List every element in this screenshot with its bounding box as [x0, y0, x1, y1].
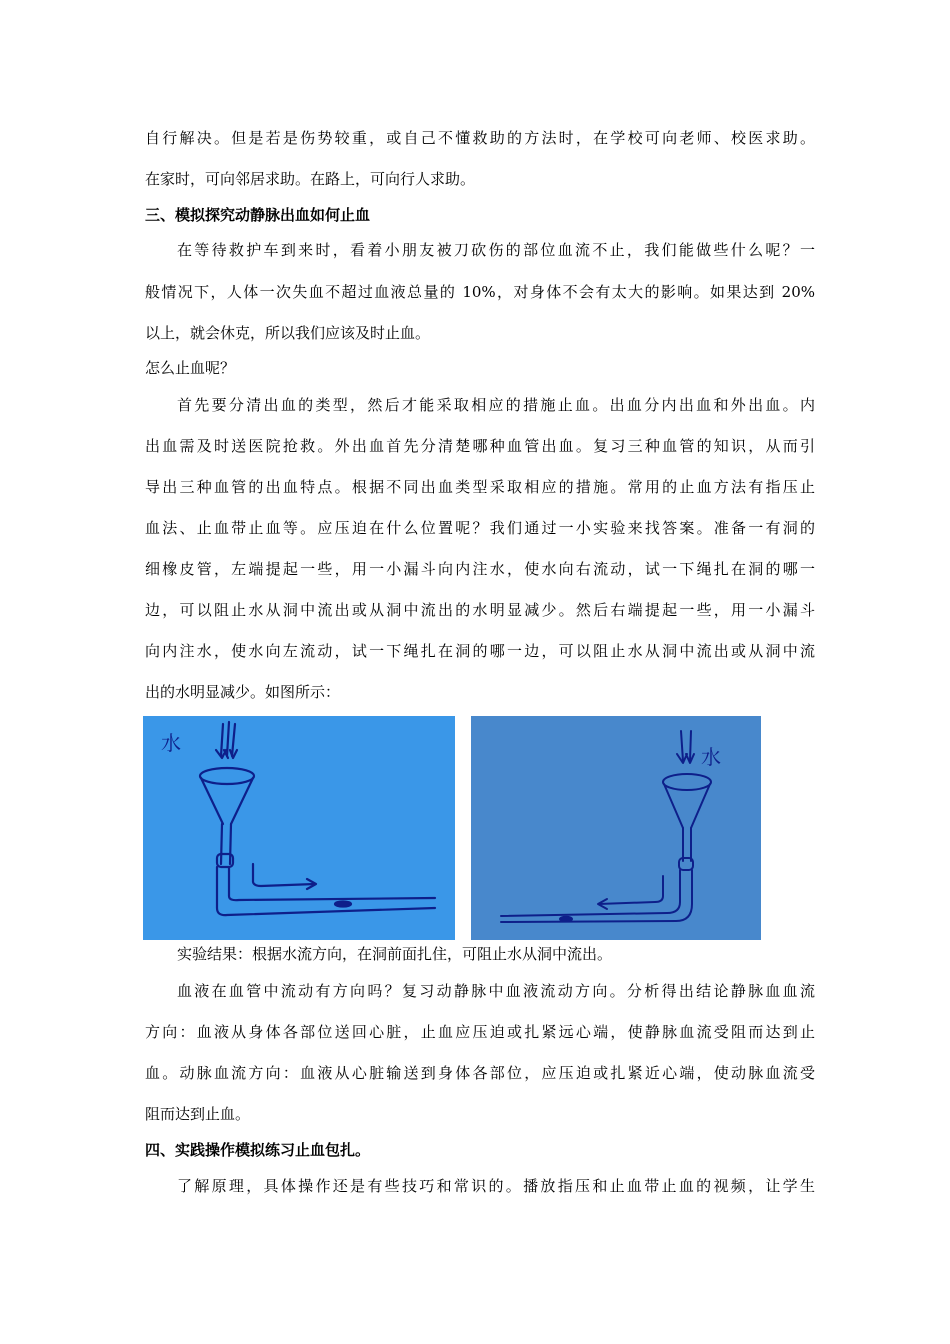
paragraph-line: 导出三种血管的出血特点。根据不同出血类型采取相应的措施。常用的止血方法有指压止 [145, 478, 815, 496]
paragraph-line: 怎么止血呢？ [145, 359, 236, 377]
funnel-diagram-left [143, 716, 455, 940]
paragraph-line: 边，可以阻止水从洞中流出或从洞中流出的水明显减少。然后右端提起一些，用一小漏斗 [145, 601, 815, 619]
paragraph-line: 出的水明显减少。如图所示： [145, 683, 341, 701]
paragraph-line: 在家时，可向邻居求助。在路上，可向行人求助。 [145, 170, 476, 188]
paragraph-line: 阻而达到止血。 [145, 1105, 251, 1123]
water-label: 水 [161, 731, 181, 755]
tube-hole [335, 902, 351, 907]
paragraph-line: 了解原理，具体操作还是有些技巧和常识的。播放指压和止血带止血的视频，让学生 [177, 1177, 815, 1195]
experiment-result: 实验结果：根据水流方向，在洞前面扎住，可阻止水从洞中流出。 [177, 945, 613, 963]
paragraph-line: 血。动脉血流方向：血液从心脏输送到身体各部位，应压迫或扎紧近心端，使动脉血流受 [145, 1064, 815, 1082]
water-label: 水 [701, 745, 721, 769]
section-heading: 四、实践操作模拟练习止血包扎。 [145, 1141, 371, 1159]
figure-background [143, 716, 455, 940]
paragraph-line: 血法、止血带止血等。应压迫在什么位置呢？我们通过一小实验来找答案。准备一有洞的 [145, 519, 815, 537]
paragraph-line: 自行解决。但是若是伤势较重，或自己不懂救助的方法时，在学校可向老师、校医求助。 [145, 129, 815, 147]
paragraph-line: 在等待救护车到来时，看着小朋友被刀砍伤的部位血流不止，我们能做些什么呢？一 [177, 241, 815, 259]
funnel-diagram-right [471, 716, 761, 940]
section-heading: 三、模拟探究动静脉出血如何止血 [145, 206, 371, 224]
paragraph-line: 细橡皮管，左端提起一些，用一小漏斗向内注水，使水向右流动，试一下绳扎在洞的哪一 [145, 560, 815, 578]
paragraph-line: 血液在血管中流动有方向吗？复习动静脉中血液流动方向。分析得出结论静脉血血流 [177, 982, 815, 1000]
paragraph-line: 向内注水，使水向左流动，试一下绳扎在洞的哪一边，可以阻止水从洞中流出或从洞中流 [145, 642, 815, 660]
paragraph-line: 出血需及时送医院抢救。外出血首先分清楚哪种血管出血。复习三种血管的知识，从而引 [145, 437, 815, 455]
figure-left-water-flow-right [143, 716, 455, 940]
paragraph-line: 首先要分清出血的类型，然后才能采取相应的措施止血。出血分内出血和外出血。内 [177, 396, 815, 414]
paragraph-line: 以上，就会休克，所以我们应该及时止血。 [145, 324, 431, 342]
figure-right-water-flow-left [471, 716, 761, 940]
paragraph-line: 般情况下，人体一次失血不超过血液总量的 10%，对身体不会有太大的影响。如果达到 20% [145, 283, 815, 301]
paragraph-line: 方向：血液从身体各部位送回心脏，止血应压迫或扎紧远心端，使静脉血流受阻而达到止 [145, 1023, 815, 1041]
tube-hole [560, 917, 572, 921]
